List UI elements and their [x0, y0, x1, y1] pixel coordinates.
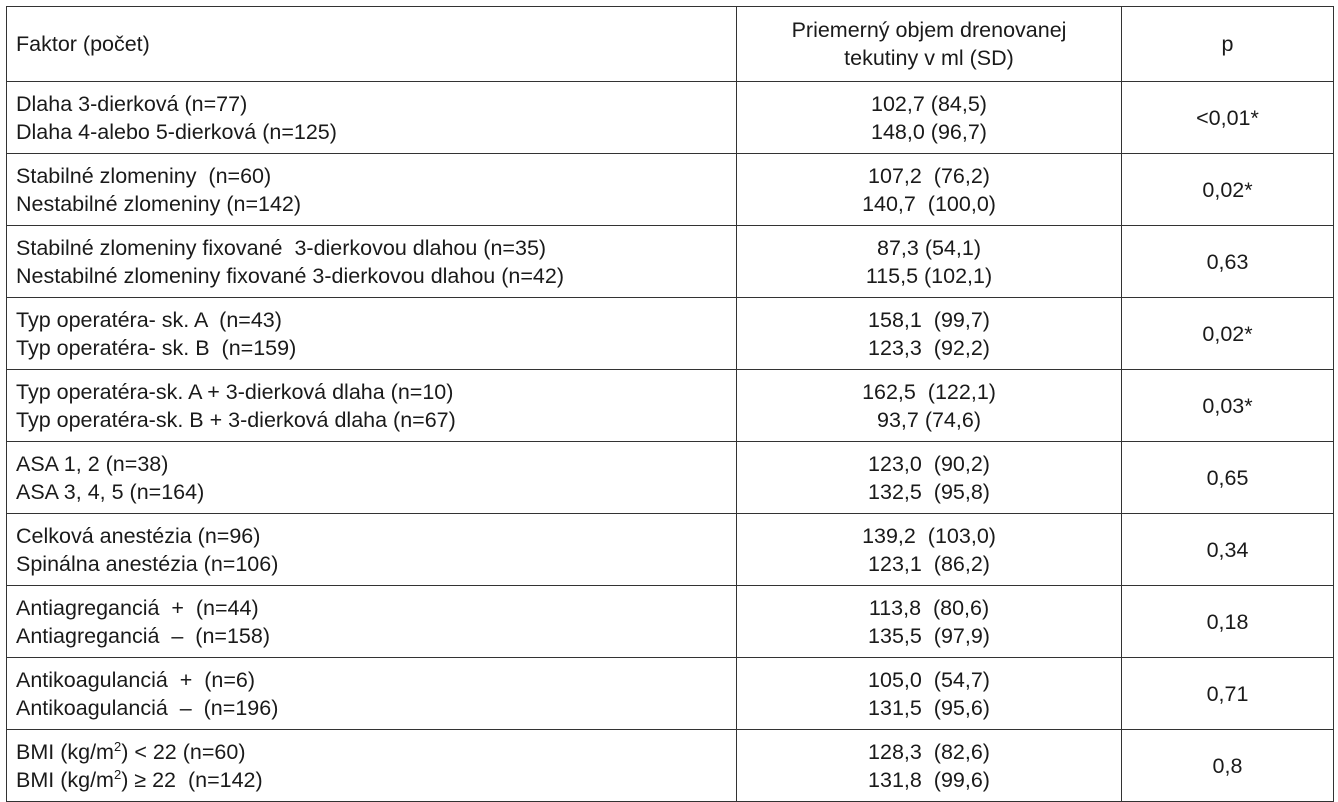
table-row: [7, 442, 1334, 514]
volume-line-1: 128,3 (82,6): [868, 739, 990, 764]
p-value: 0,03*: [1202, 393, 1253, 418]
header-p-label: p: [1221, 32, 1234, 56]
p-value-cell: [1122, 298, 1334, 370]
volume-line-2: 93,7 (74,6): [877, 407, 981, 432]
factor-cell: [7, 658, 737, 730]
factor-line-2: Typ operatéra- sk. B (n=159): [16, 335, 297, 360]
volume-line-2: 140,7 (100,0): [862, 191, 996, 216]
volume-line-1: 102,7 (84,5): [871, 91, 987, 116]
table-row: [7, 298, 1334, 370]
factor-line-2: Antikoagulanciá – (n=196): [16, 695, 279, 720]
p-value: 0,34: [1206, 537, 1249, 562]
factor-cell: [7, 586, 737, 658]
volume-cell: [737, 154, 1122, 226]
table-row: [7, 586, 1334, 658]
p-value: 0,63: [1206, 249, 1249, 274]
factor-line-2: Nestabilné zlomeniny (n=142): [16, 191, 302, 216]
volume-cell: [737, 658, 1122, 730]
factor-line-1: Celková anestézia (n=96): [16, 523, 261, 548]
volume-cell: [737, 442, 1122, 514]
factor-line-2: ASA 3, 4, 5 (n=164): [16, 479, 205, 504]
volume-line-1: 158,1 (99,7): [868, 307, 990, 332]
results-table: [6, 6, 1334, 802]
p-value: 0,02*: [1202, 177, 1253, 202]
volume-cell: [737, 82, 1122, 154]
p-value: 0,18: [1206, 609, 1249, 634]
volume-line-2: 135,5 (97,9): [868, 623, 990, 648]
table-row: [7, 514, 1334, 586]
bmi-superscript: 2: [113, 766, 122, 782]
table-row: [7, 82, 1334, 154]
bmi-prefix: BMI (kg/m: [16, 739, 114, 764]
p-value: 0,71: [1206, 681, 1249, 706]
factor-line-2: Dlaha 4-alebo 5-dierková (n=125): [16, 119, 337, 144]
volume-line-1: 162,5 (122,1): [862, 379, 996, 404]
header-volume-line1: Priemerný objem drenovanej: [791, 18, 1067, 42]
factor-line-2: Typ operatéra-sk. B + 3-dierková dlaha (n=67): [16, 407, 456, 432]
factor-cell: [7, 298, 737, 370]
p-value-cell: [1122, 226, 1334, 298]
factor-line-2: Nestabilné zlomeniny fixované 3-dierkovou dlahou (n=42): [16, 263, 564, 288]
bmi-superscript: 2: [113, 738, 122, 754]
factor-cell: [7, 442, 737, 514]
p-value: 0,02*: [1202, 321, 1253, 346]
volume-line-1: 139,2 (103,0): [862, 523, 996, 548]
factor-cell: [7, 514, 737, 586]
volume-line-2: 123,3 (92,2): [868, 335, 990, 360]
p-value-cell: [1122, 82, 1334, 154]
factor-line-2: Antiagreganciá – (n=158): [16, 623, 270, 648]
volume-line-1: 113,8 (80,6): [868, 595, 990, 620]
volume-line-1: 87,3 (54,1): [877, 235, 981, 260]
factor-line-1: Stabilné zlomeniny fixované 3-dierkovou dlahou (n=35): [16, 235, 547, 260]
factor-line-1: [16, 738, 736, 766]
volume-line-2: 131,5 (95,6): [868, 695, 990, 720]
factor-line-1: ASA 1, 2 (n=38): [16, 451, 169, 476]
factor-line-1: Dlaha 3-dierková (n=77): [16, 91, 248, 116]
volume-line-2: 148,0 (96,7): [871, 119, 987, 144]
factor-line-1: Antikoagulanciá + (n=6): [16, 667, 256, 692]
p-value-cell: [1122, 370, 1334, 442]
p-value-cell: [1122, 730, 1334, 802]
volume-cell: [737, 586, 1122, 658]
volume-cell: [737, 514, 1122, 586]
p-value: 0,8: [1212, 753, 1243, 778]
volume-cell: [737, 298, 1122, 370]
table-header-row: [7, 7, 1334, 82]
header-volume-line2: tekutiny v ml (SD): [844, 46, 1014, 70]
volume-line-2: 131,8 (99,6): [868, 767, 990, 792]
factor-cell: [7, 154, 737, 226]
volume-cell: [737, 730, 1122, 802]
p-value-cell: [1122, 658, 1334, 730]
factor-line-1: Antiagreganciá + (n=44): [16, 595, 259, 620]
factor-cell: [7, 730, 737, 802]
factor-cell: [7, 370, 737, 442]
volume-cell: [737, 370, 1122, 442]
results-table-container: [6, 6, 1333, 802]
volume-line-2: 132,5 (95,8): [868, 479, 990, 504]
p-value-cell: [1122, 154, 1334, 226]
table-row: [7, 658, 1334, 730]
p-value-cell: [1122, 442, 1334, 514]
factor-cell: [7, 82, 737, 154]
factor-line-2: Spinálna anestézia (n=106): [16, 551, 279, 576]
volume-line-1: 105,0 (54,7): [868, 667, 990, 692]
factor-line-1: Typ operatéra- sk. A (n=43): [16, 307, 282, 332]
volume-line-1: 123,0 (90,2): [868, 451, 990, 476]
bmi-suffix: ) < 22 (n=60): [121, 739, 246, 764]
table-row: [7, 370, 1334, 442]
p-value: 0,65: [1206, 465, 1249, 490]
header-factor-label: Faktor (počet): [16, 32, 150, 56]
header-p: [1122, 7, 1334, 82]
header-factor: [7, 7, 737, 82]
table-row: [7, 154, 1334, 226]
p-value: <0,01*: [1196, 105, 1259, 130]
bmi-suffix: ) ≥ 22 (n=142): [121, 767, 263, 792]
factor-line-1: Stabilné zlomeniny (n=60): [16, 163, 272, 188]
factor-cell: [7, 226, 737, 298]
header-volume: [737, 7, 1122, 82]
volume-line-1: 107,2 (76,2): [868, 163, 990, 188]
factor-line-2: [16, 766, 736, 794]
table-row: [7, 226, 1334, 298]
bmi-prefix: BMI (kg/m: [16, 767, 114, 792]
factor-line-1: Typ operatéra-sk. A + 3-dierková dlaha (n=10): [16, 379, 454, 404]
p-value-cell: [1122, 514, 1334, 586]
volume-line-2: 115,5 (102,1): [865, 263, 993, 288]
p-value-cell: [1122, 586, 1334, 658]
table-row-bmi: [7, 730, 1334, 802]
volume-cell: [737, 226, 1122, 298]
volume-line-2: 123,1 (86,2): [868, 551, 990, 576]
